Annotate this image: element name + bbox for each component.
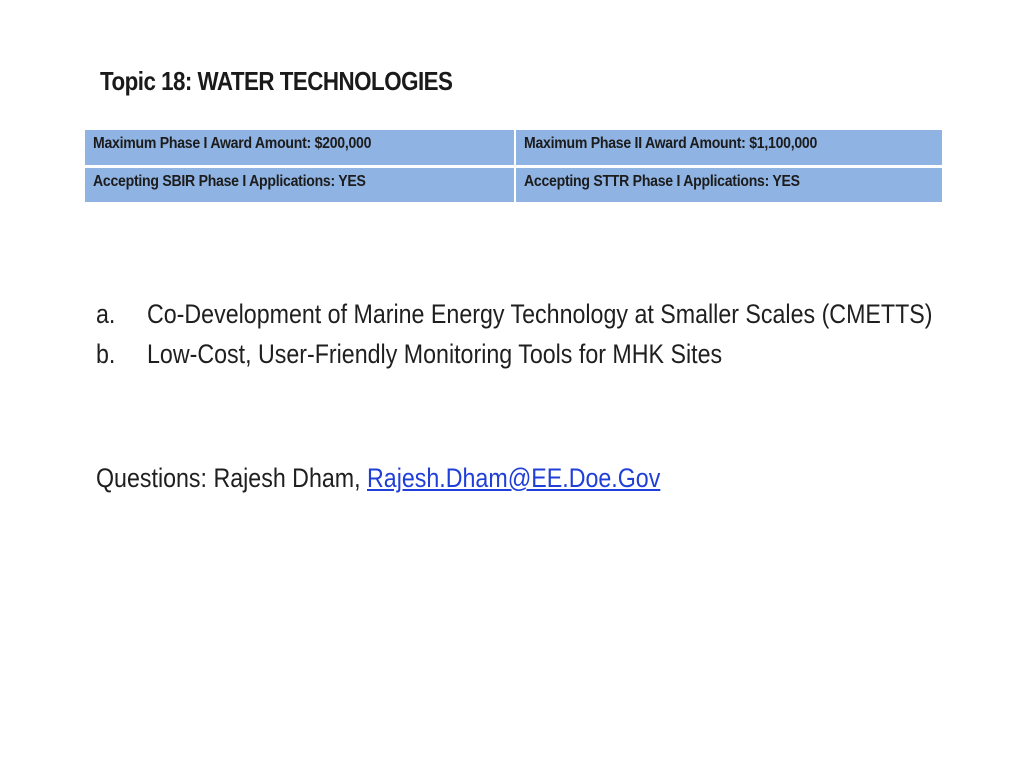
subtopic-list xyxy=(96,294,1024,374)
list-marker: a. xyxy=(96,299,116,329)
list-item xyxy=(96,294,1024,334)
sttr-phase-1-cell xyxy=(516,168,942,202)
max-phase-2-award-cell xyxy=(516,130,942,165)
list-item xyxy=(96,334,1024,374)
max-phase-1-award-text: Maximum Phase I Award Amount: $200,000 xyxy=(93,135,372,152)
award-table-row xyxy=(85,130,942,165)
contact-email-link[interactable]: Rajesh.Dham@EE.Doe.Gov xyxy=(367,463,661,493)
award-table-row xyxy=(85,168,942,202)
page-title: Topic 18: WATER TECHNOLOGIES xyxy=(100,66,453,96)
subtopic-text: Co-Development of Marine Energy Technology at Smaller Scales (CMETTS) xyxy=(147,299,933,329)
max-phase-1-award-cell xyxy=(85,130,514,165)
questions-line xyxy=(96,458,660,498)
sttr-phase-1-text: Accepting STTR Phase I Applications: YES xyxy=(524,173,800,190)
list-marker: b. xyxy=(96,339,116,369)
max-phase-2-award-text: Maximum Phase II Award Amount: $1,100,000 xyxy=(524,135,818,152)
sbir-phase-1-text: Accepting SBIR Phase I Applications: YES xyxy=(93,173,366,190)
questions-label: Questions: Rajesh Dham, xyxy=(96,463,368,493)
award-table xyxy=(85,130,942,202)
subtopic-text: Low-Cost, User-Friendly Monitoring Tools for MHK Sites xyxy=(147,339,723,369)
sbir-phase-1-cell xyxy=(85,168,514,202)
